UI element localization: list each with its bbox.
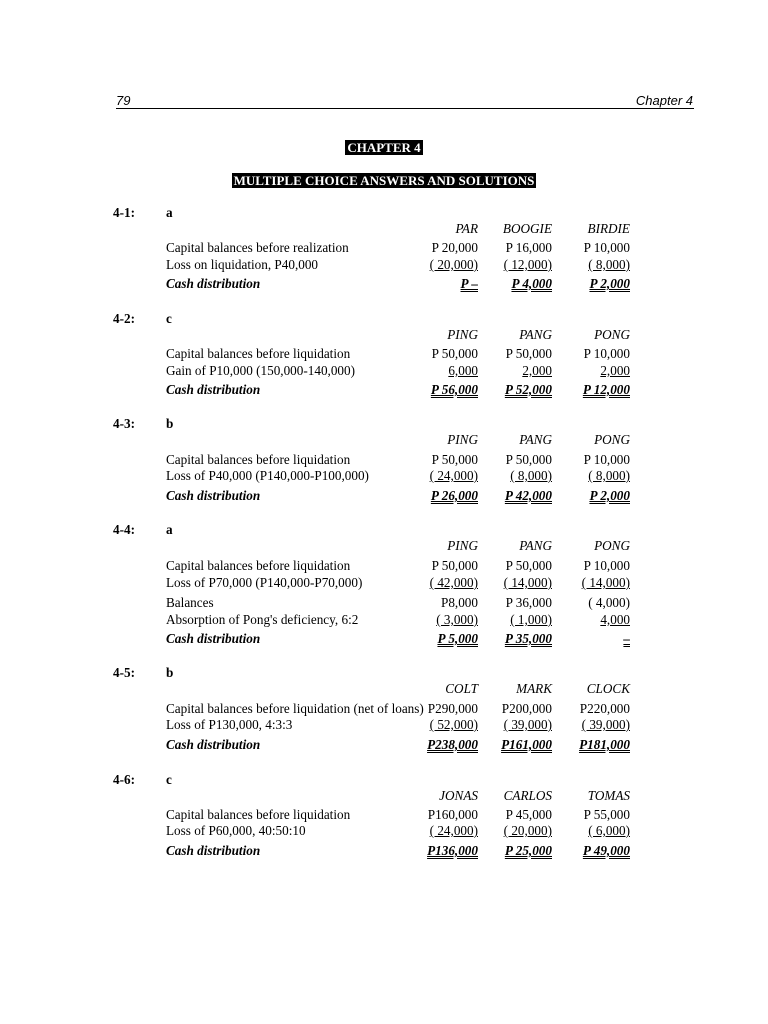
cell-value: ( 8,000) bbox=[510, 468, 552, 483]
table-row bbox=[0, 701, 768, 717]
table-row bbox=[0, 257, 768, 273]
cell-value: P136,000 bbox=[427, 843, 478, 858]
chapter-header: Chapter 4 bbox=[635, 93, 693, 108]
column-header: JONAS bbox=[439, 788, 478, 803]
problem-answer: a bbox=[166, 522, 173, 537]
cell-value: P 50,000 bbox=[505, 558, 552, 573]
cell-value: P 10,000 bbox=[583, 558, 630, 573]
row-label: Loss of P40,000 (P140,000-P100,000) bbox=[166, 468, 369, 483]
column-headers bbox=[0, 221, 768, 237]
row-label: Cash distribution bbox=[166, 843, 261, 858]
row-label: Loss of P60,000, 40:50:10 bbox=[166, 823, 306, 838]
cell-value: P 49,000 bbox=[582, 843, 630, 858]
cell-value: P – bbox=[460, 276, 478, 291]
cell-value: P 10,000 bbox=[583, 346, 630, 361]
problem-number: 4-2: bbox=[113, 311, 135, 326]
table-row bbox=[0, 575, 768, 591]
cell-value: P 10,000 bbox=[583, 452, 630, 467]
table-row bbox=[0, 823, 768, 839]
column-header: PANG bbox=[519, 432, 552, 447]
problem-number: 4-3: bbox=[113, 416, 135, 431]
cell-value: P 50,000 bbox=[505, 346, 552, 361]
table-row bbox=[0, 717, 768, 733]
table-row bbox=[0, 612, 768, 628]
cell-value: ( 24,000) bbox=[429, 468, 478, 483]
column-header: PAR bbox=[455, 221, 478, 236]
row-label: Cash distribution bbox=[166, 488, 261, 503]
cell-value: 6,000 bbox=[448, 363, 478, 378]
column-header: PING bbox=[447, 432, 478, 447]
cell-value: ( 39,000) bbox=[503, 717, 552, 732]
cell-value: P 45,000 bbox=[505, 807, 552, 822]
column-headers bbox=[0, 432, 768, 448]
cell-value: P 50,000 bbox=[431, 346, 478, 361]
problem-number: 4-6: bbox=[113, 772, 135, 787]
row-label: Cash distribution bbox=[166, 737, 261, 752]
cell-value: P 10,000 bbox=[583, 240, 630, 255]
row-label: Capital balances before realization bbox=[166, 240, 349, 255]
column-header: PING bbox=[447, 327, 478, 342]
header-rule bbox=[116, 108, 694, 109]
problem-answer: a bbox=[166, 205, 173, 220]
page-subtitle: MULTIPLE CHOICE ANSWERS AND SOLUTIONS bbox=[233, 173, 535, 188]
cell-value: P238,000 bbox=[427, 737, 478, 752]
cell-value: P 50,000 bbox=[431, 558, 478, 573]
table-row bbox=[0, 807, 768, 823]
cell-value: P 36,000 bbox=[505, 595, 552, 610]
cell-value: P220,000 bbox=[579, 701, 630, 716]
column-header: PONG bbox=[594, 538, 630, 553]
cell-value: P290,000 bbox=[427, 701, 478, 716]
row-label: Absorption of Pong's deficiency, 6:2 bbox=[166, 612, 359, 627]
cell-value: P 16,000 bbox=[505, 240, 552, 255]
row-label: Loss on liquidation, P40,000 bbox=[166, 257, 319, 272]
cell-value: ( 24,000) bbox=[429, 823, 478, 838]
cell-value: P 2,000 bbox=[589, 276, 630, 291]
table-row-total bbox=[0, 276, 768, 292]
problem-answer: c bbox=[166, 772, 172, 787]
row-label: Capital balances before liquidation bbox=[166, 558, 351, 573]
cell-value: P 56,000 bbox=[430, 382, 478, 397]
problem-answer: b bbox=[166, 665, 174, 680]
cell-value: P 55,000 bbox=[583, 807, 630, 822]
table-row bbox=[0, 346, 768, 362]
table-row-total bbox=[0, 631, 768, 647]
cell-value: 4,000 bbox=[600, 612, 630, 627]
cell-value: ( 52,000) bbox=[429, 717, 478, 732]
row-label: Capital balances before liquidation bbox=[166, 807, 351, 822]
column-headers bbox=[0, 681, 768, 697]
row-label: Gain of P10,000 (150,000-140,000) bbox=[166, 363, 356, 378]
cell-value: ( 14,000) bbox=[503, 575, 552, 590]
cell-value: ( 8,000) bbox=[588, 257, 630, 272]
column-header: CARLOS bbox=[503, 788, 552, 803]
table-row bbox=[0, 363, 768, 379]
column-headers bbox=[0, 788, 768, 804]
table-row-total bbox=[0, 382, 768, 398]
cell-value: P200,000 bbox=[501, 701, 552, 716]
cell-value: 2,000 bbox=[522, 363, 552, 378]
cell-value: ( 42,000) bbox=[429, 575, 478, 590]
cell-value: ( 20,000) bbox=[503, 823, 552, 838]
cell-value: P 2,000 bbox=[589, 488, 630, 503]
table-row-total bbox=[0, 843, 768, 859]
column-header: PONG bbox=[594, 432, 630, 447]
cell-value: ( 6,000) bbox=[588, 823, 630, 838]
problem-answer: c bbox=[166, 311, 172, 326]
problem-answer: b bbox=[166, 416, 174, 431]
table-row bbox=[0, 452, 768, 468]
cell-value: P 52,000 bbox=[504, 382, 552, 397]
page-title: CHAPTER 4 bbox=[347, 140, 421, 155]
page-number: 79 bbox=[116, 93, 131, 108]
column-header: MARK bbox=[516, 681, 552, 696]
cell-value: P 4,000 bbox=[511, 276, 552, 291]
cell-value: 2,000 bbox=[600, 363, 630, 378]
row-label: Capital balances before liquidation (net of loans) bbox=[166, 701, 424, 716]
problem-number: 4-4: bbox=[113, 522, 135, 537]
row-label: Loss of P70,000 (P140,000-P70,000) bbox=[166, 575, 363, 590]
table-row bbox=[0, 595, 768, 611]
cell-value: P 50,000 bbox=[505, 452, 552, 467]
cell-value: P 35,000 bbox=[504, 631, 552, 646]
cell-value: ( 20,000) bbox=[429, 257, 478, 272]
table-row-total bbox=[0, 737, 768, 753]
column-headers bbox=[0, 327, 768, 343]
column-header: TOMAS bbox=[587, 788, 630, 803]
problem-number: 4-5: bbox=[113, 665, 135, 680]
cell-value: P 25,000 bbox=[504, 843, 552, 858]
cell-value: ( 3,000) bbox=[436, 612, 478, 627]
row-label: Cash distribution bbox=[166, 631, 261, 646]
cell-value: P 12,000 bbox=[582, 382, 630, 397]
cell-value: P8,000 bbox=[440, 595, 478, 610]
cell-value: ( 14,000) bbox=[581, 575, 630, 590]
column-header: BIRDIE bbox=[587, 221, 630, 236]
column-header: PANG bbox=[519, 538, 552, 553]
column-header: PING bbox=[447, 538, 478, 553]
row-label: Capital balances before liquidation bbox=[166, 452, 351, 467]
column-header: CLOCK bbox=[586, 681, 630, 696]
problem-number: 4-1: bbox=[113, 205, 135, 220]
table-row-total bbox=[0, 488, 768, 504]
cell-value: P 5,000 bbox=[437, 631, 478, 646]
cell-value: P 20,000 bbox=[431, 240, 478, 255]
cell-value: ( 4,000) bbox=[588, 595, 630, 610]
cell-value: ( 39,000) bbox=[581, 717, 630, 732]
column-header: PONG bbox=[594, 327, 630, 342]
cell-value: ( 12,000) bbox=[503, 257, 552, 272]
table-row bbox=[0, 468, 768, 484]
column-headers bbox=[0, 538, 768, 554]
cell-value: P161,000 bbox=[501, 737, 552, 752]
cell-value: P 50,000 bbox=[431, 452, 478, 467]
column-header: COLT bbox=[445, 681, 478, 696]
cell-value: P 42,000 bbox=[504, 488, 552, 503]
cell-value: P160,000 bbox=[427, 807, 478, 822]
column-header: PANG bbox=[519, 327, 552, 342]
row-label: Capital balances before liquidation bbox=[166, 346, 351, 361]
row-label: Cash distribution bbox=[166, 382, 261, 397]
row-label: Loss of P130,000, 4:3:3 bbox=[166, 717, 293, 732]
table-row bbox=[0, 240, 768, 256]
column-header: BOOGIE bbox=[502, 221, 552, 236]
row-label: Balances bbox=[166, 595, 214, 610]
table-row bbox=[0, 558, 768, 574]
row-label: Cash distribution bbox=[166, 276, 261, 291]
cell-value: – bbox=[623, 631, 630, 646]
cell-value: P181,000 bbox=[579, 737, 630, 752]
cell-value: ( 1,000) bbox=[510, 612, 552, 627]
cell-value: P 26,000 bbox=[430, 488, 478, 503]
cell-value: ( 8,000) bbox=[588, 468, 630, 483]
